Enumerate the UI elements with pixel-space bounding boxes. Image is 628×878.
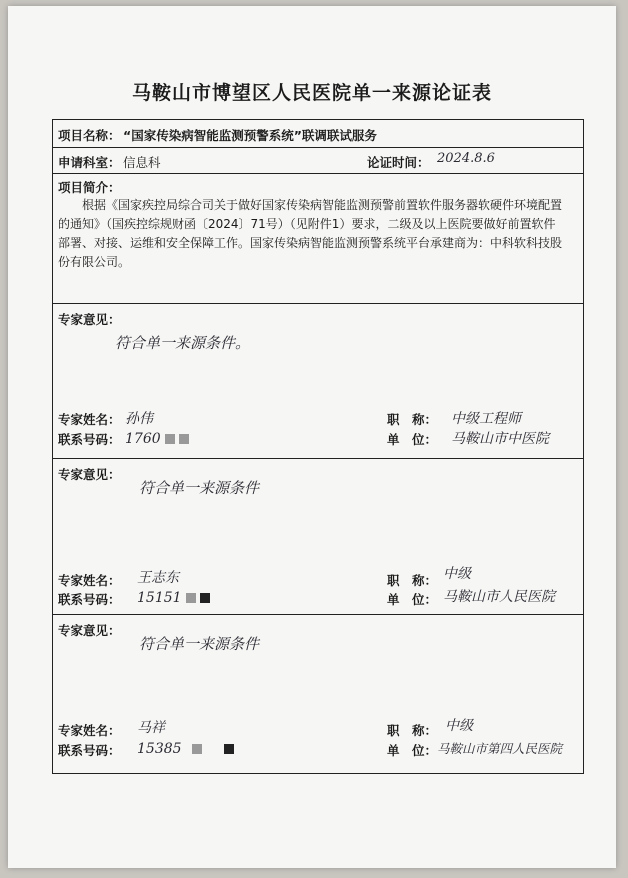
project-name-label: 项目名称： [58, 128, 121, 143]
redaction-mark [200, 593, 210, 603]
expert-unit-label: 单 位： [387, 743, 438, 758]
expert-phone-label: 联系号码： [58, 743, 121, 758]
expert-phone: 15151 [137, 590, 182, 606]
expert-unit-label: 单 位： [387, 592, 438, 607]
expert-title-label: 职 称： [387, 723, 438, 738]
expert-name-label: 专家姓名： [58, 723, 121, 738]
redaction-mark [224, 744, 234, 754]
summary-text: 根据《国家疾控局综合司关于做好国家传染病智能监测预警前置软件服务器软硬件环境配置的通知》（国疾控综规财函〔2024〕71号）（见附件1）要求，二级及以上医院要做好前置软件部署、对接、运维和安全保障工作。国家传染病智能监测预警系统平台承建商为：中科软科技股份有限公司。 [58, 198, 563, 269]
department-label: 申请科室： [58, 155, 121, 170]
expert-title: 中级 [445, 718, 473, 734]
redaction-mark [179, 434, 189, 444]
expert-name: 孙伟 [125, 411, 153, 427]
document-title: 马鞍山市博望区人民医院单一来源论证表 [131, 82, 492, 104]
expert-opinion: 符合单一来源条件 [139, 479, 260, 497]
expert-phone-label: 联系号码： [58, 592, 121, 607]
expert-phone-group [137, 738, 234, 757]
project-name-value: “国家传染病智能监测预警系统”联调联试服务 [123, 128, 377, 143]
summary-label: 项目简介： [58, 180, 121, 195]
expert-name-label: 专家姓名： [58, 412, 121, 427]
expert-phone: 1760 [125, 431, 161, 447]
redaction-mark [186, 593, 196, 603]
summary-row [53, 174, 583, 304]
expert-phone-group [137, 587, 210, 606]
expert-unit: 马鞍山市中医院 [451, 431, 549, 447]
review-date-value: 2024.8.6 [437, 151, 495, 166]
expert-phone: 15385 [137, 741, 182, 757]
expert-title-label: 职 称： [387, 412, 438, 427]
expert-opinion: 符合单一来源条件 [139, 635, 260, 653]
review-form [52, 119, 584, 774]
expert-unit: 马鞍山市人民医院 [443, 589, 555, 605]
expert-opinion-label: 专家意见： [58, 467, 121, 482]
expert-title: 中级 [443, 566, 471, 582]
expert-title-label: 职 称： [387, 573, 438, 588]
paper-sheet [8, 6, 616, 868]
expert-name-label: 专家姓名： [58, 573, 121, 588]
review-date-label: 论证时间： [367, 155, 430, 170]
expert-unit: 马鞍山市第四人民医院 [437, 741, 563, 756]
project-name-row [53, 120, 583, 148]
expert-unit-label: 单 位： [387, 432, 438, 447]
expert-phone-group [125, 428, 189, 447]
department-row [53, 148, 583, 174]
expert-opinion-label: 专家意见： [58, 312, 121, 327]
expert-opinion-label: 专家意见： [58, 623, 121, 638]
redaction-mark [192, 744, 202, 754]
expert-section-1 [53, 304, 583, 459]
department-value: 信息科 [123, 155, 161, 170]
expert-section-3 [53, 615, 583, 773]
expert-opinion: 符合单一来源条件。 [115, 334, 251, 352]
expert-name: 马祥 [137, 720, 165, 736]
redaction-mark [165, 434, 175, 444]
expert-section-2 [53, 459, 583, 615]
expert-name: 王志东 [137, 570, 179, 586]
expert-phone-label: 联系号码： [58, 432, 121, 447]
expert-title: 中级工程师 [451, 411, 521, 427]
